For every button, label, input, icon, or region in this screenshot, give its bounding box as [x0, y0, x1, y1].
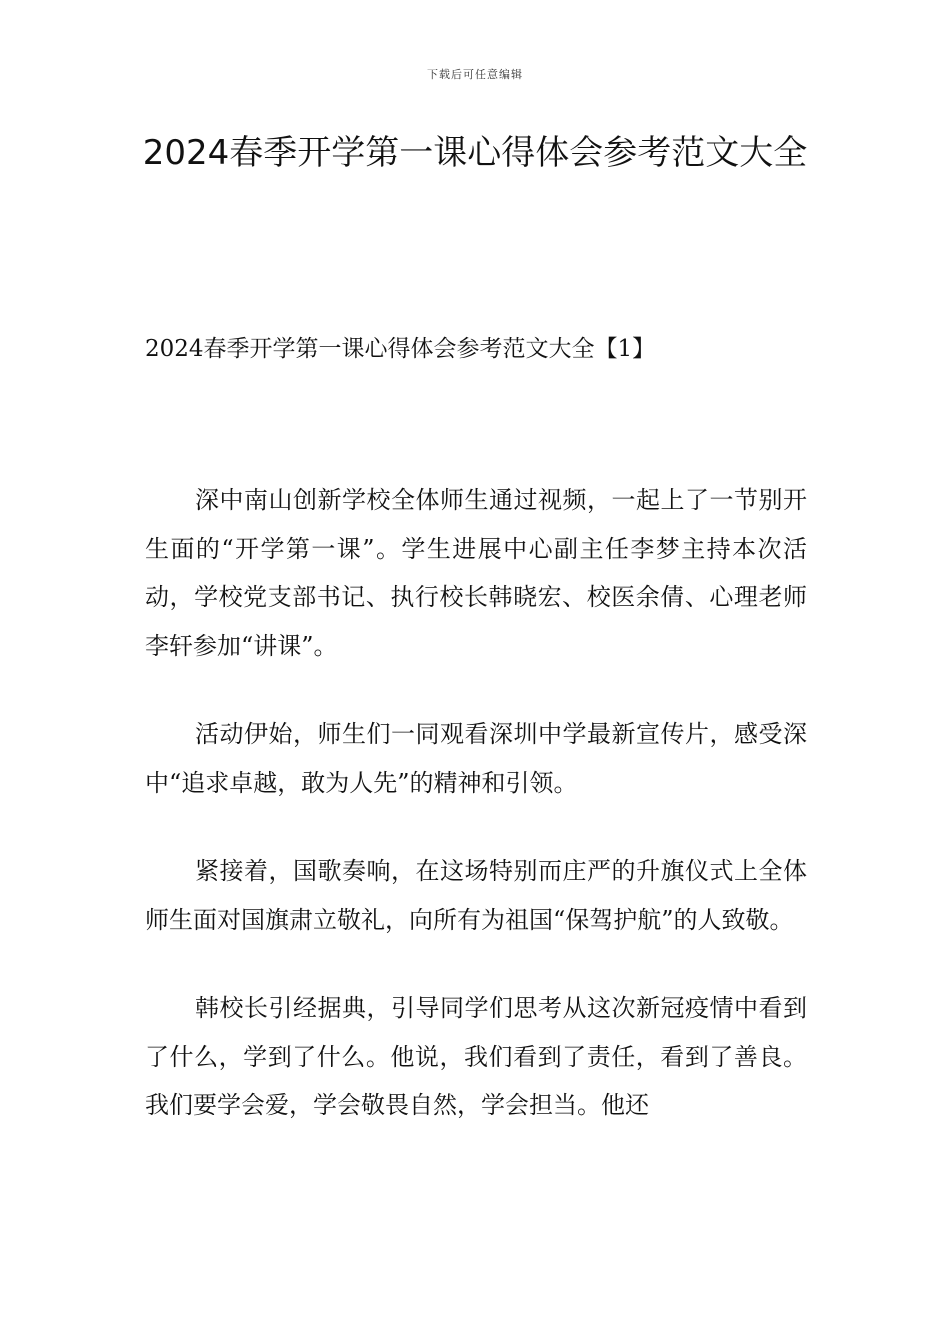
header-note: 下载后可任意编辑 — [427, 68, 523, 81]
paragraph-4: 韩校长引经据典，引导同学们思考从这次新冠疫情中看到了什么，学到了什么。他说，我们看到了责任，看到了善良。我们要学会爱，学会敬畏自然，学会担当。他还 — [145, 994, 807, 1119]
paragraph-1: 深中南山创新学校全体师生通过视频，一起上了一节别开生面的“开学第一课”。学生进展中心副主任李梦主持本次活动，学校党支部书记、执行校长韩晓宏、校医余倩、心理老师李轩参加“讲课”。 — [145, 486, 807, 660]
section-heading: 2024春季开学第一课心得体会参考范文大全【1】 — [145, 336, 656, 362]
body-text — [145, 476, 807, 1170]
paragraph-2: 活动伊始，师生们一同观看深圳中学最新宣传片，感受深中“追求卓越，敢为人先”的精神和引领。 — [145, 720, 807, 797]
paragraph-3: 紧接着，国歌奏响，在这场特别而庄严的升旗仪式上全体师生面对国旗肃立敬礼，向所有为祖国“保驾护航”的人致敬。 — [145, 857, 807, 934]
document-title: 2024春季开学第一课心得体会参考范文大全 — [142, 133, 808, 173]
